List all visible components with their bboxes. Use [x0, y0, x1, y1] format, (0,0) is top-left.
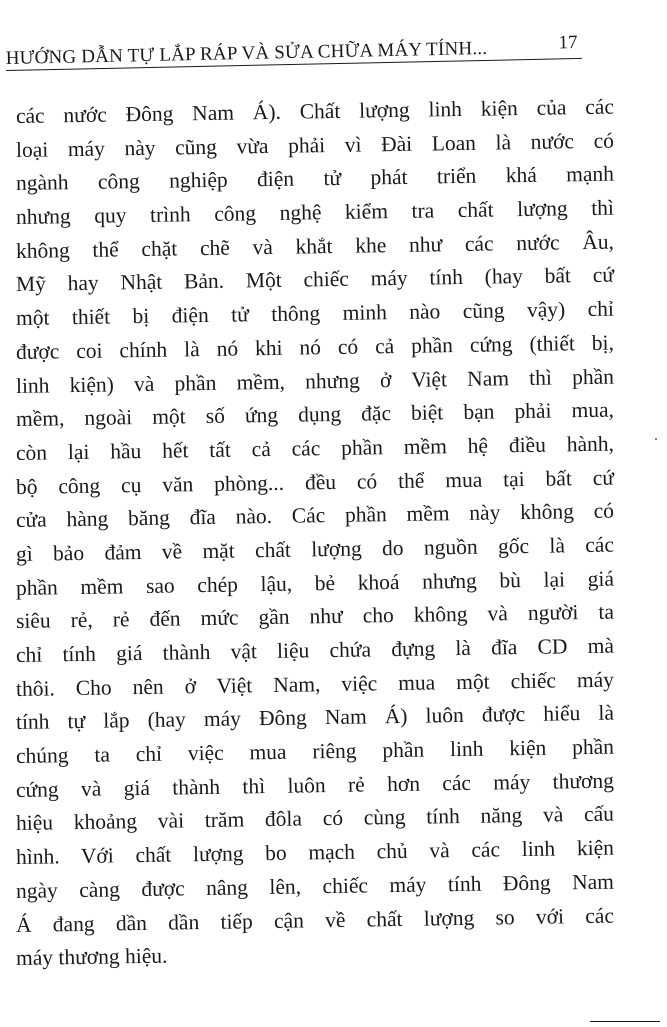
text-line: siêu rẻ, rẻ đến mức gần như cho không và người ta	[15, 599, 615, 634]
text-line: cửa hàng băng đĩa nào. Các phần mềm này không có	[15, 498, 615, 533]
text-line: chỉ tính giá thành vật liệu chứa đựng là đĩa CD mà	[15, 633, 615, 667]
text-line: cứng và giá thành thì luôn rẻ hơn các máy thương	[15, 768, 615, 802]
text-line: mềm, ngoài một số ứng dụng đặc biệt bạn phải mua,	[15, 397, 615, 432]
text-line: Á đang dần dần tiếp cận về chất lượng so với các	[15, 903, 615, 937]
text-line: được coi chính là nó khi nó có cả phần cứng (thiết bị,	[15, 330, 615, 364]
footer-rule	[590, 1021, 660, 1022]
text-line: bộ công cụ văn phòng... đều có thể mua tại bất cứ	[15, 465, 615, 499]
text-line: còn lại hầu hết tất cả các phần mềm hệ điều hành,	[15, 431, 615, 465]
text-line: nhưng quy trình công nghệ kiểm tra chất lượng thì	[15, 195, 615, 230]
text-line: phần mềm sao chép lậu, bẻ khoá nhưng bù lại giá	[15, 566, 615, 600]
text-line: linh kiện) và phần mềm, nhưng ở Việt Nam thì phần	[15, 364, 615, 398]
text-line-last: máy thương hiệu.	[15, 943, 168, 971]
scan-speck	[655, 438, 657, 440]
text-line: hình. Với chất lượng bo mạch chủ và các linh kiện	[15, 835, 615, 870]
text-line: tính tự lắp (hay máy Đông Nam Á) luôn được hiểu là	[15, 700, 615, 735]
body-text	[15, 94, 615, 976]
text-line: chúng ta chỉ việc mua riêng phần linh kiện phần	[15, 734, 615, 769]
running-header	[5, 32, 585, 72]
text-line: loại máy này cũng vừa phải vì Đài Loan là nước có	[15, 128, 615, 162]
page-number: 17	[558, 32, 578, 54]
text-line: gì bảo đảm về mặt chất lượng do nguồn gốc là các	[15, 532, 615, 566]
text-line: ngành công nghiệp điện tử phát triển khá mạnh	[15, 161, 615, 196]
text-line: ngày càng được nâng lên, chiếc máy tính Đông Nam	[15, 869, 615, 903]
header-title: HƯỚNG DẪN TỰ LẮP RÁP VÀ SỬA CHỮA MÁY TÍNH...	[5, 37, 488, 70]
text-line: một thiết bị điện tử thông minh nào cũng vậy) chỉ	[15, 296, 615, 331]
text-line: Mỹ hay Nhật Bản. Một chiếc máy tính (hay bất cứ	[15, 263, 615, 297]
text-line: thôi. Cho nên ở Việt Nam, việc mua một chiếc máy	[15, 667, 615, 701]
text-line: không thể chặt chẽ và khắt khe như các nước Âu,	[15, 229, 615, 263]
text-line: hiệu khoảng vài trăm đôla có cùng tính năng và cấu	[15, 802, 615, 836]
text-line: các nước Đông Nam Á). Chất lượng linh kiện của các	[15, 94, 615, 128]
